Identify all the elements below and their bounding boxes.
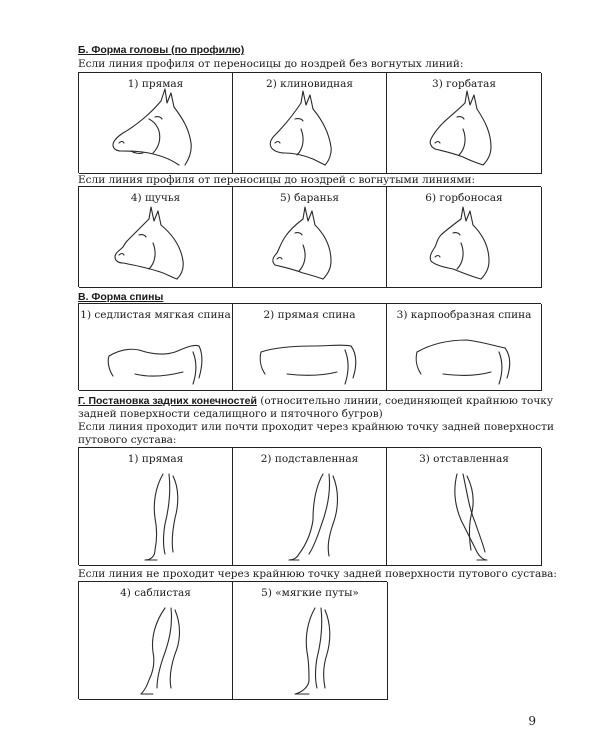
section-g-intro-1b: путового сустава: bbox=[78, 434, 177, 446]
head-cell-4 bbox=[79, 187, 233, 288]
head-cell-3 bbox=[387, 73, 542, 174]
leg-cell-3 bbox=[387, 448, 542, 566]
leg-cell-5 bbox=[233, 582, 388, 700]
horse-back-straight-icon bbox=[233, 304, 387, 391]
section-b-intro-1: Если линия профиля от переносицы до ноздрей без вогнутых линий: bbox=[78, 58, 464, 70]
leg-cell-1 bbox=[79, 448, 233, 566]
hind-leg-straight-icon bbox=[79, 448, 233, 566]
head-cell-1 bbox=[79, 73, 233, 174]
section-b-title: Б. Форма головы (по профилю) bbox=[78, 44, 245, 56]
back-cell-3 bbox=[387, 304, 542, 391]
hind-leg-sickle-icon bbox=[79, 582, 233, 700]
hind-leg-camped-out-icon bbox=[387, 448, 542, 566]
horse-back-saddle-icon bbox=[79, 304, 233, 391]
back-label-3: 3) карпообразная спина bbox=[396, 309, 532, 321]
section-g-subtitle: (относительно линии, соединяющей крайнюю точку bbox=[256, 395, 554, 407]
horse-head-roman-nose-profile-icon bbox=[387, 187, 542, 288]
hind-leg-grid-2 bbox=[78, 581, 387, 699]
horse-back-roach-icon bbox=[387, 304, 542, 391]
horse-head-pike-profile-icon bbox=[79, 187, 233, 288]
section-g-intro-2: Если линия не проходит через крайнюю точку задней поверхности путового сустава: bbox=[78, 568, 557, 580]
section-b-intro-2: Если линия профиля от переносицы до ноздрей с вогнутыми линиями: bbox=[78, 174, 476, 186]
section-v-title: В. Форма спины bbox=[78, 291, 164, 303]
head-label-5: 5) баранья bbox=[279, 192, 340, 204]
leg-label-4: 4) саблистая bbox=[120, 587, 191, 599]
head-cell-5 bbox=[233, 187, 387, 288]
hind-leg-grid-1 bbox=[78, 447, 541, 565]
back-shape-grid bbox=[78, 303, 541, 390]
head-label-3: 3) горбатая bbox=[432, 78, 496, 90]
hind-leg-soft-pasterns-icon bbox=[233, 582, 388, 700]
head-cell-6 bbox=[387, 187, 542, 288]
back-cell-1 bbox=[79, 304, 233, 391]
leg-label-2: 2) подставленная bbox=[260, 453, 359, 465]
horse-head-ram-profile-icon bbox=[233, 187, 387, 288]
back-label-2: 2) прямая спина bbox=[263, 309, 356, 321]
head-shape-grid-2 bbox=[78, 186, 541, 287]
back-cell-2 bbox=[233, 304, 387, 391]
section-g-intro-1a: Если линия проходит или почти проходит через крайнюю точку задней поверхности bbox=[78, 421, 554, 433]
head-label-1: 1) прямая bbox=[127, 78, 184, 90]
head-cell-2 bbox=[233, 73, 387, 174]
horse-head-humped-profile-icon bbox=[387, 73, 542, 174]
leg-label-5: 5) «мягкие путы» bbox=[261, 587, 359, 599]
leg-label-3: 3) отставленная bbox=[419, 453, 509, 465]
head-label-6: 6) горбоносая bbox=[425, 192, 503, 204]
section-g-title: Г. Постановка задних конечностей bbox=[78, 395, 257, 407]
section-g-subtitle-2: задней поверхности седалищного и пяточного бугров) bbox=[78, 408, 383, 420]
page-number: 9 bbox=[528, 714, 536, 728]
head-label-4: 4) щучья bbox=[130, 192, 181, 204]
horse-head-straight-profile-icon bbox=[79, 73, 233, 174]
leg-cell-4 bbox=[79, 582, 233, 700]
leg-cell-2 bbox=[233, 448, 387, 566]
horse-head-wedge-profile-icon bbox=[233, 73, 387, 174]
head-label-2: 2) клиновидная bbox=[266, 78, 353, 90]
leg-label-1: 1) прямая bbox=[127, 453, 184, 465]
head-shape-grid-1 bbox=[78, 72, 541, 173]
back-label-1: 1) седлистая мягкая спина bbox=[80, 309, 231, 321]
hind-leg-under-icon bbox=[233, 448, 387, 566]
